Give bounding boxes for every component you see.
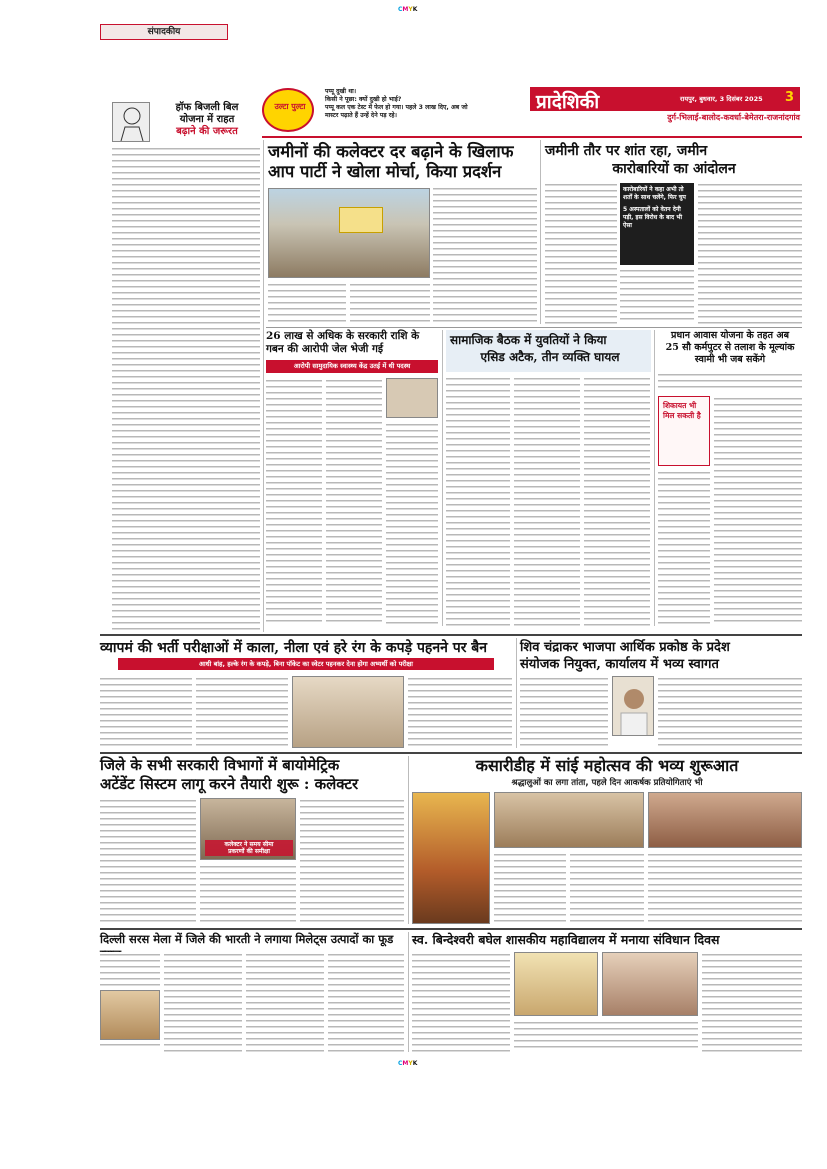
aap-headline [268,142,536,182]
aap-headline-line-2: आप पार्टी ने खोला मोर्चा, किया प्रदर्शन [268,162,502,181]
ulta-pulta-logo [262,88,314,132]
sai-body-col-3 [648,852,802,924]
bjp-headline-line-1: शिव चंद्राकर भाजपा आर्थिक प्रकोष्ठ के प्रदेश [520,640,730,655]
aap-body-col-3 [433,186,537,324]
teaser-line-2: किसी ने पूछा: क्यों दुखी हो भाई? [325,96,402,103]
pm-body-top [658,372,802,392]
aap-body-col-2 [350,282,430,324]
column-divider [516,638,517,748]
acid-headline [450,332,650,366]
acid-headline-line-1: सामाजिक बैठक में युवतियों ने किया [450,333,607,347]
bjp-headline-line-2: संयोजक नियुक्त, कार्यालय में भव्य स्वागत [520,657,719,672]
college-body-col-2 [514,1020,698,1052]
editorial-body [112,146,260,632]
column-divider [408,756,409,924]
bjp-body-col-2 [658,676,802,748]
color-marker-bottom: CMYK [398,1060,418,1067]
pm-headline-line-2: 25 सौ कर्मपुटर से तलाश के मूल्यांक [665,342,795,353]
gaban-body-col-3 [386,422,438,626]
aap-body-col-1 [268,282,346,324]
color-marker-top: CMYK [398,6,418,13]
land-callout-box [620,183,694,265]
teaser-line-1: पप्पू दुखी था। [325,88,357,95]
column-divider [654,330,655,626]
land-headline-line-1: जमीनी तौर पर शांत रहा, जमीन [545,143,708,159]
college-headline: स्व. बिन्देश्वरी बघेल शासकीय महाविद्यालय में मनाया संविधान दिवस [412,932,720,947]
saras-body-col-2 [164,952,242,1052]
aap-protest-photo [268,188,430,278]
row-divider [100,634,802,636]
pm-body-col-2 [714,396,802,626]
land-body-col-2 [620,268,694,324]
bjp-headline [520,639,802,673]
biometric-photo-caption [205,840,293,856]
biometric-photo-caption-2: प्रकरणों की समीक्षा [228,848,270,855]
teaser-line-4: मास्टर पढ़ाते हैं उन्हें देने पड़ रहे। [325,112,397,119]
land-headline-line-2: कारोबारियों का आंदोलन [612,161,736,177]
column-divider [408,932,409,1052]
protest-banner [339,207,383,233]
vyapam-exam-photo [292,676,404,748]
land-body-col-3 [698,182,802,324]
column-divider [442,330,443,626]
vyapam-body-col-2 [196,676,288,746]
brand-name: प्रादेशिकी [536,91,600,113]
biometric-body-col-1 [100,798,196,924]
biometric-meeting-photo [200,798,296,860]
land-callout-2: 5 अस्पतालों को वेतन देनी पड़ी, इस विरोध के बाद भी ऐसा [623,206,683,229]
sai-body-col-2 [570,852,644,924]
saras-headline: दिल्ली सरस मेला में जिले की भारती ने लगाया मिलेट्स उत्पादों का फूड [100,932,394,946]
gaban-headline: 26 लाख से अधिक के सरकारी राशि के गबन की आरोपी जेल भेजी गई [266,330,420,355]
row-divider [100,752,802,754]
pm-body-col-1 [658,470,710,626]
masthead-bar [530,87,800,111]
acid-body-col-2 [514,376,580,626]
saras-stall-photo [100,990,160,1040]
vyapam-body-col-1 [100,676,192,746]
teaser-box [325,88,525,120]
masthead-subtitle: दुर्ग-भिलाई-बालोद-कवर्धा-बेमेतरा-राजनांदगांव [667,113,800,122]
bjp-body-col-1 [520,676,608,748]
pm-headline-line-1: प्रधान आवास योजना के तहत अब [671,330,789,341]
land-headline [545,142,803,178]
editorial-title-line-2: योजना में राहत [179,114,235,125]
sai-subheadline: श्रद्धालुओं का लगा तांता, पहले दिन आकर्षक प्रतियोगिताएं भी [511,778,703,788]
biometric-headline [100,756,404,794]
column-divider [540,140,541,324]
biometric-body-col-3 [300,798,404,924]
sai-body-col-1 [494,852,566,924]
gaban-body-col-2 [326,378,382,626]
ulta-pulta-logo-text: उल्टा पुल्टा [274,102,306,111]
biometric-headline-line-2: अटेंडेंट सिस्टम लागू करने तैयारी शुरू : कलेक्टर [100,775,359,793]
sai-crowd-photo [494,792,644,848]
gaban-strap: आरोपी सामुदायिक स्वास्थ्य केंद्र उतई में थी पदस्थ [266,360,438,373]
editorial-cartoon [112,102,150,142]
pm-side-callout: शिकायत भी मिल सकती है [658,396,710,466]
college-body-col-1 [412,952,510,1052]
row-divider [266,327,802,328]
column-divider [263,140,264,632]
date-line: रायपुर, बुधवार, 3 दिसंबर 2025 [680,95,763,103]
vyapam-headline: व्यापमं की भर्ती परीक्षाओं में काला, नीला एवं हरे रंग के कपड़े पहनने पर बैन [100,640,488,656]
land-body-col-1 [545,182,617,324]
editorial-title-line-1: हॉफ बिजली बिल [175,102,239,113]
teaser-line-3: पप्पू कल एक टेस्ट में फेल हो गया। पहले 3 लाख दिए, अब जो [325,104,468,111]
gaban-body-col-1 [266,378,322,626]
gaban-accused-photo [386,378,438,418]
saras-body-col-3 [246,952,324,1052]
acid-body-col-3 [584,376,650,626]
college-body-col-3 [702,952,802,1052]
editorial-title-line-3: बढ़ाने की जरूरत [176,126,238,137]
pm-headline [658,330,802,366]
section-label-box [100,24,228,40]
biometric-photo-caption-1: कलेक्टर ने समय सीमा [224,841,274,848]
college-event-photo-1 [514,952,598,1016]
saras-body-col-4 [328,952,404,1052]
sai-headline: कसारीडीह में सांई महोत्सव की भव्य शुरूआत [475,756,739,775]
acid-body-col-1 [446,376,510,626]
acid-headline-line-2: एसिड अटैक, तीन व्यक्ति घायल [480,350,620,364]
page-number: 3 [785,90,795,105]
college-event-photo-2 [602,952,698,1016]
vyapam-strap: आधी बांह, हल्के रंग के कपड़े, बिना पॉकेट का स्वेटर पहनकर देना होगा अभ्यर्थी को परीक्षा [118,658,494,670]
pm-headline-line-3: स्वामी भी जब सकेंगे [694,354,766,365]
vyapam-body-col-3 [408,676,512,748]
masthead-rule [262,136,802,138]
row-divider [100,928,802,930]
land-callout-1: कारोबारियों ने कहा अभी तो शर्तों के साथ चलेंगे, फिर चुप [623,186,686,201]
bjp-portrait [612,676,654,736]
biometric-headline-line-1: जिले के सभी सरकारी विभागों में बायोमेट्रिक [100,756,340,774]
aap-headline-line-1: जमीनों की कलेक्टर दर बढ़ाने के खिलाफ [268,142,514,161]
biometric-body-col-2 [200,864,296,924]
sai-idol-photo [412,792,490,924]
section-label: संपादकीय [147,27,181,37]
editorial-title [152,102,262,138]
sai-event-photo [648,792,802,848]
